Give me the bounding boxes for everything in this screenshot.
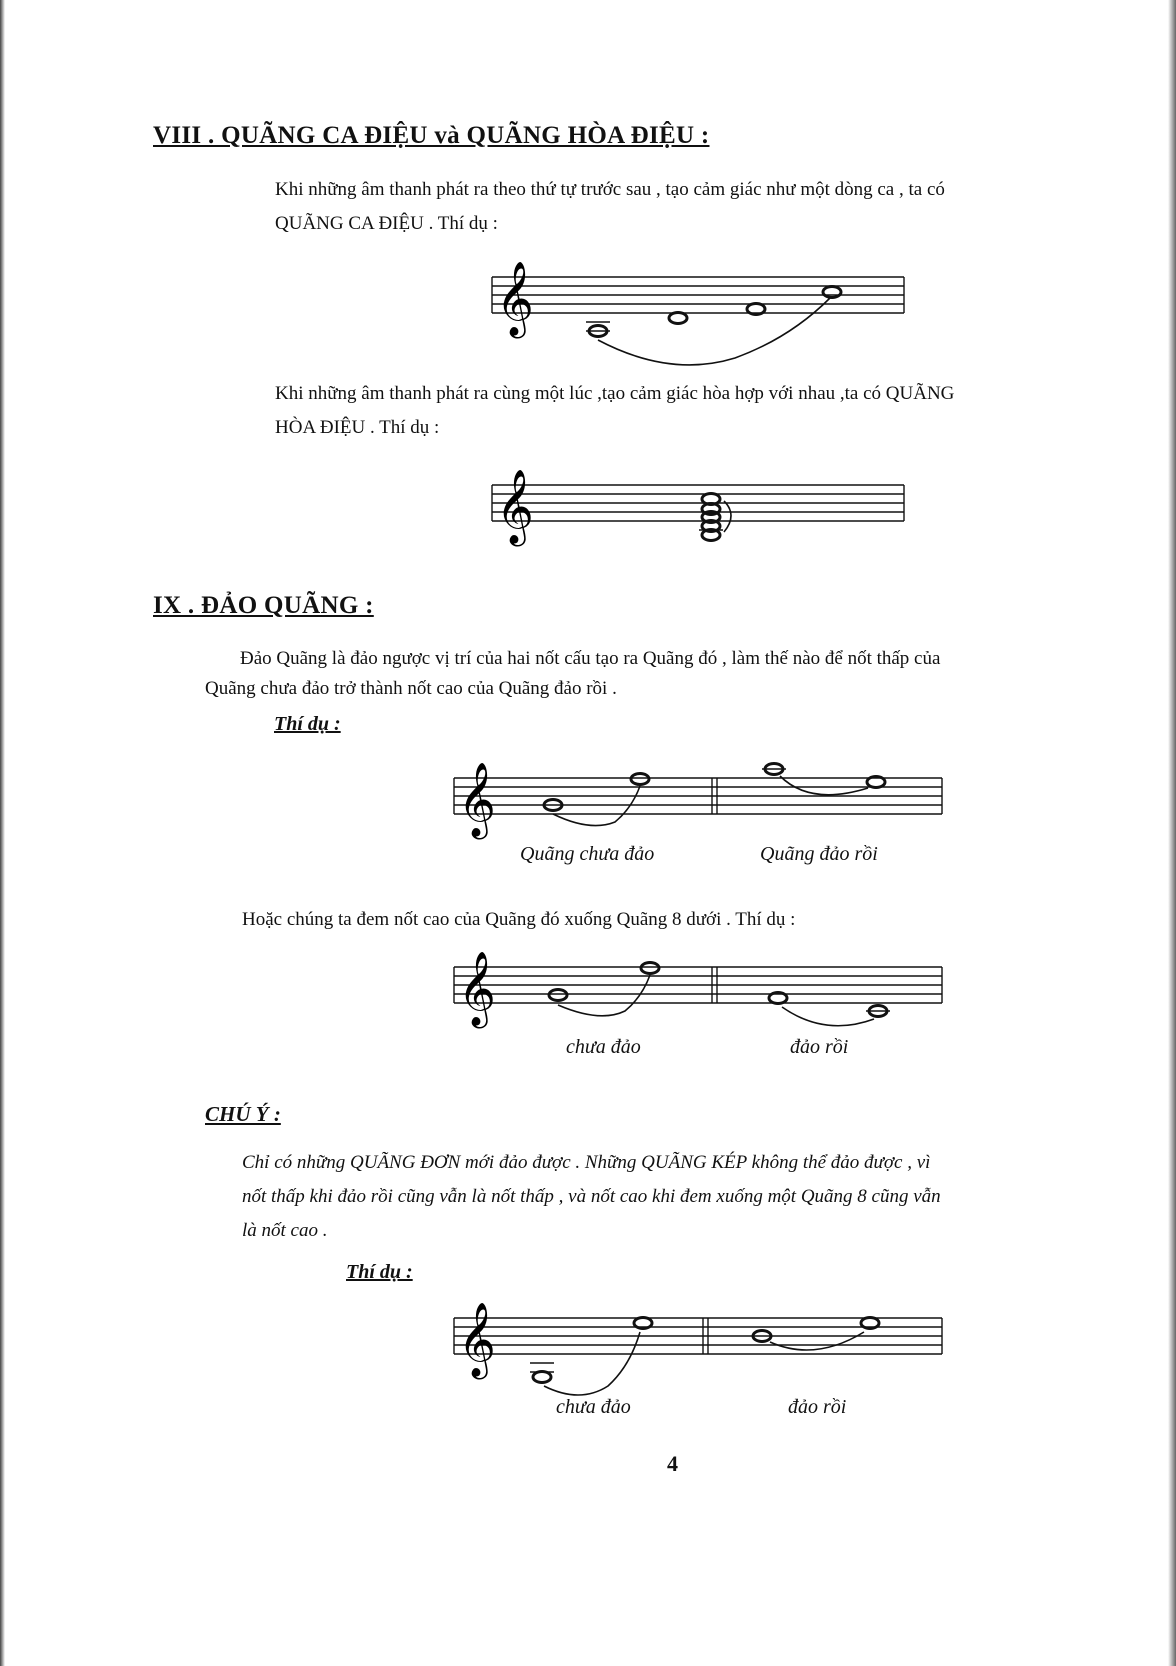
staff-harmonic-interval: [470, 460, 910, 560]
section-8-para2-line1: Khi những âm thanh phát ra cùng một lúc ,tạo cảm giác hòa hợp với nhau ,ta có QUÃNG: [275, 383, 955, 404]
whole-note: [669, 313, 687, 324]
slur: [770, 1332, 864, 1350]
note-line3: là nốt cao .: [242, 1220, 328, 1241]
note-ex-label-right: đảo rồi: [788, 1396, 847, 1418]
ex1-label-left: Quãng chưa đảo: [520, 843, 655, 865]
note-line2: nốt thấp khi đảo rồi cũng vẫn là nốt thấp , và nốt cao khi đem xuống một Quãng 8 cũng vẫn: [242, 1186, 941, 1207]
note-line1: Chỉ có những QUÃNG ĐƠN mới đảo được . Những QUÃNG KÉP không thể đảo được , vì: [242, 1152, 931, 1173]
staff-compound-interval-example: [440, 1300, 950, 1400]
slur: [598, 298, 830, 365]
ex1-label-right: Quãng đảo rồi: [760, 843, 878, 865]
page-number: 4: [667, 1451, 678, 1476]
section-9-heading: IX . ĐẢO QUÃNG :: [153, 592, 374, 619]
section-8-para2-line2: HÒA ĐIỆU . Thí dụ :: [275, 417, 440, 438]
treble-clef-icon: 𝄞: [496, 262, 534, 336]
whole-note: [823, 287, 841, 298]
section-9-para1-line2: Quãng chưa đảo trở thành nốt cao của Quãng đảo rồi .: [205, 678, 617, 699]
slur: [544, 1332, 640, 1395]
treble-clef-icon: 𝄞: [496, 470, 534, 544]
whole-note: [641, 963, 659, 974]
staff-melodic-interval: [470, 250, 910, 350]
slur: [782, 1007, 874, 1026]
ex2-label-left: chưa đảo: [566, 1036, 641, 1058]
slur: [558, 975, 650, 1016]
bracket: [724, 501, 731, 532]
treble-clef-icon: 𝄞: [458, 1303, 496, 1377]
staff-inversion-example-2: [440, 945, 950, 1045]
section-8-para1-line1: Khi những âm thanh phát ra theo thứ tự trước sau , tạo cảm giác như một dòng ca , ta có: [275, 179, 945, 200]
section-9-para1-line1: Đảo Quãng là đảo ngược vị trí của hai nốt cấu tạo ra Quãng đó , làm thế nào để nốt thấp của: [240, 648, 941, 669]
section-8-heading: VIII . QUÃNG CA ĐIỆU và QUÃNG HÒA ĐIỆU :: [153, 122, 710, 149]
treble-clef-icon: 𝄞: [458, 952, 496, 1026]
whole-note: [549, 990, 567, 1001]
slur: [553, 786, 640, 826]
section-9-para2: Hoặc chúng ta đem nốt cao của Quãng đó xuống Quãng 8 dưới . Thí dụ :: [242, 909, 796, 930]
staff-inversion-example-1: [440, 748, 950, 848]
note-ex-label-left: chưa đảo: [556, 1396, 631, 1418]
note-heading: CHÚ Ý :: [205, 1102, 281, 1126]
whole-note: [533, 1372, 551, 1383]
note-example-label: Thí dụ :: [346, 1261, 413, 1283]
ex2-label-right: đảo rồi: [790, 1036, 849, 1058]
section-9-example-label: Thí dụ :: [274, 713, 341, 735]
treble-clef-icon: 𝄞: [458, 763, 496, 837]
whole-note: [631, 774, 649, 785]
slur: [780, 776, 868, 795]
scan-edge-right: [1168, 0, 1176, 1666]
section-8-para1-line2: QUÃNG CA ĐIỆU . Thí dụ :: [275, 213, 498, 234]
scan-edge-left: [0, 0, 5, 1666]
